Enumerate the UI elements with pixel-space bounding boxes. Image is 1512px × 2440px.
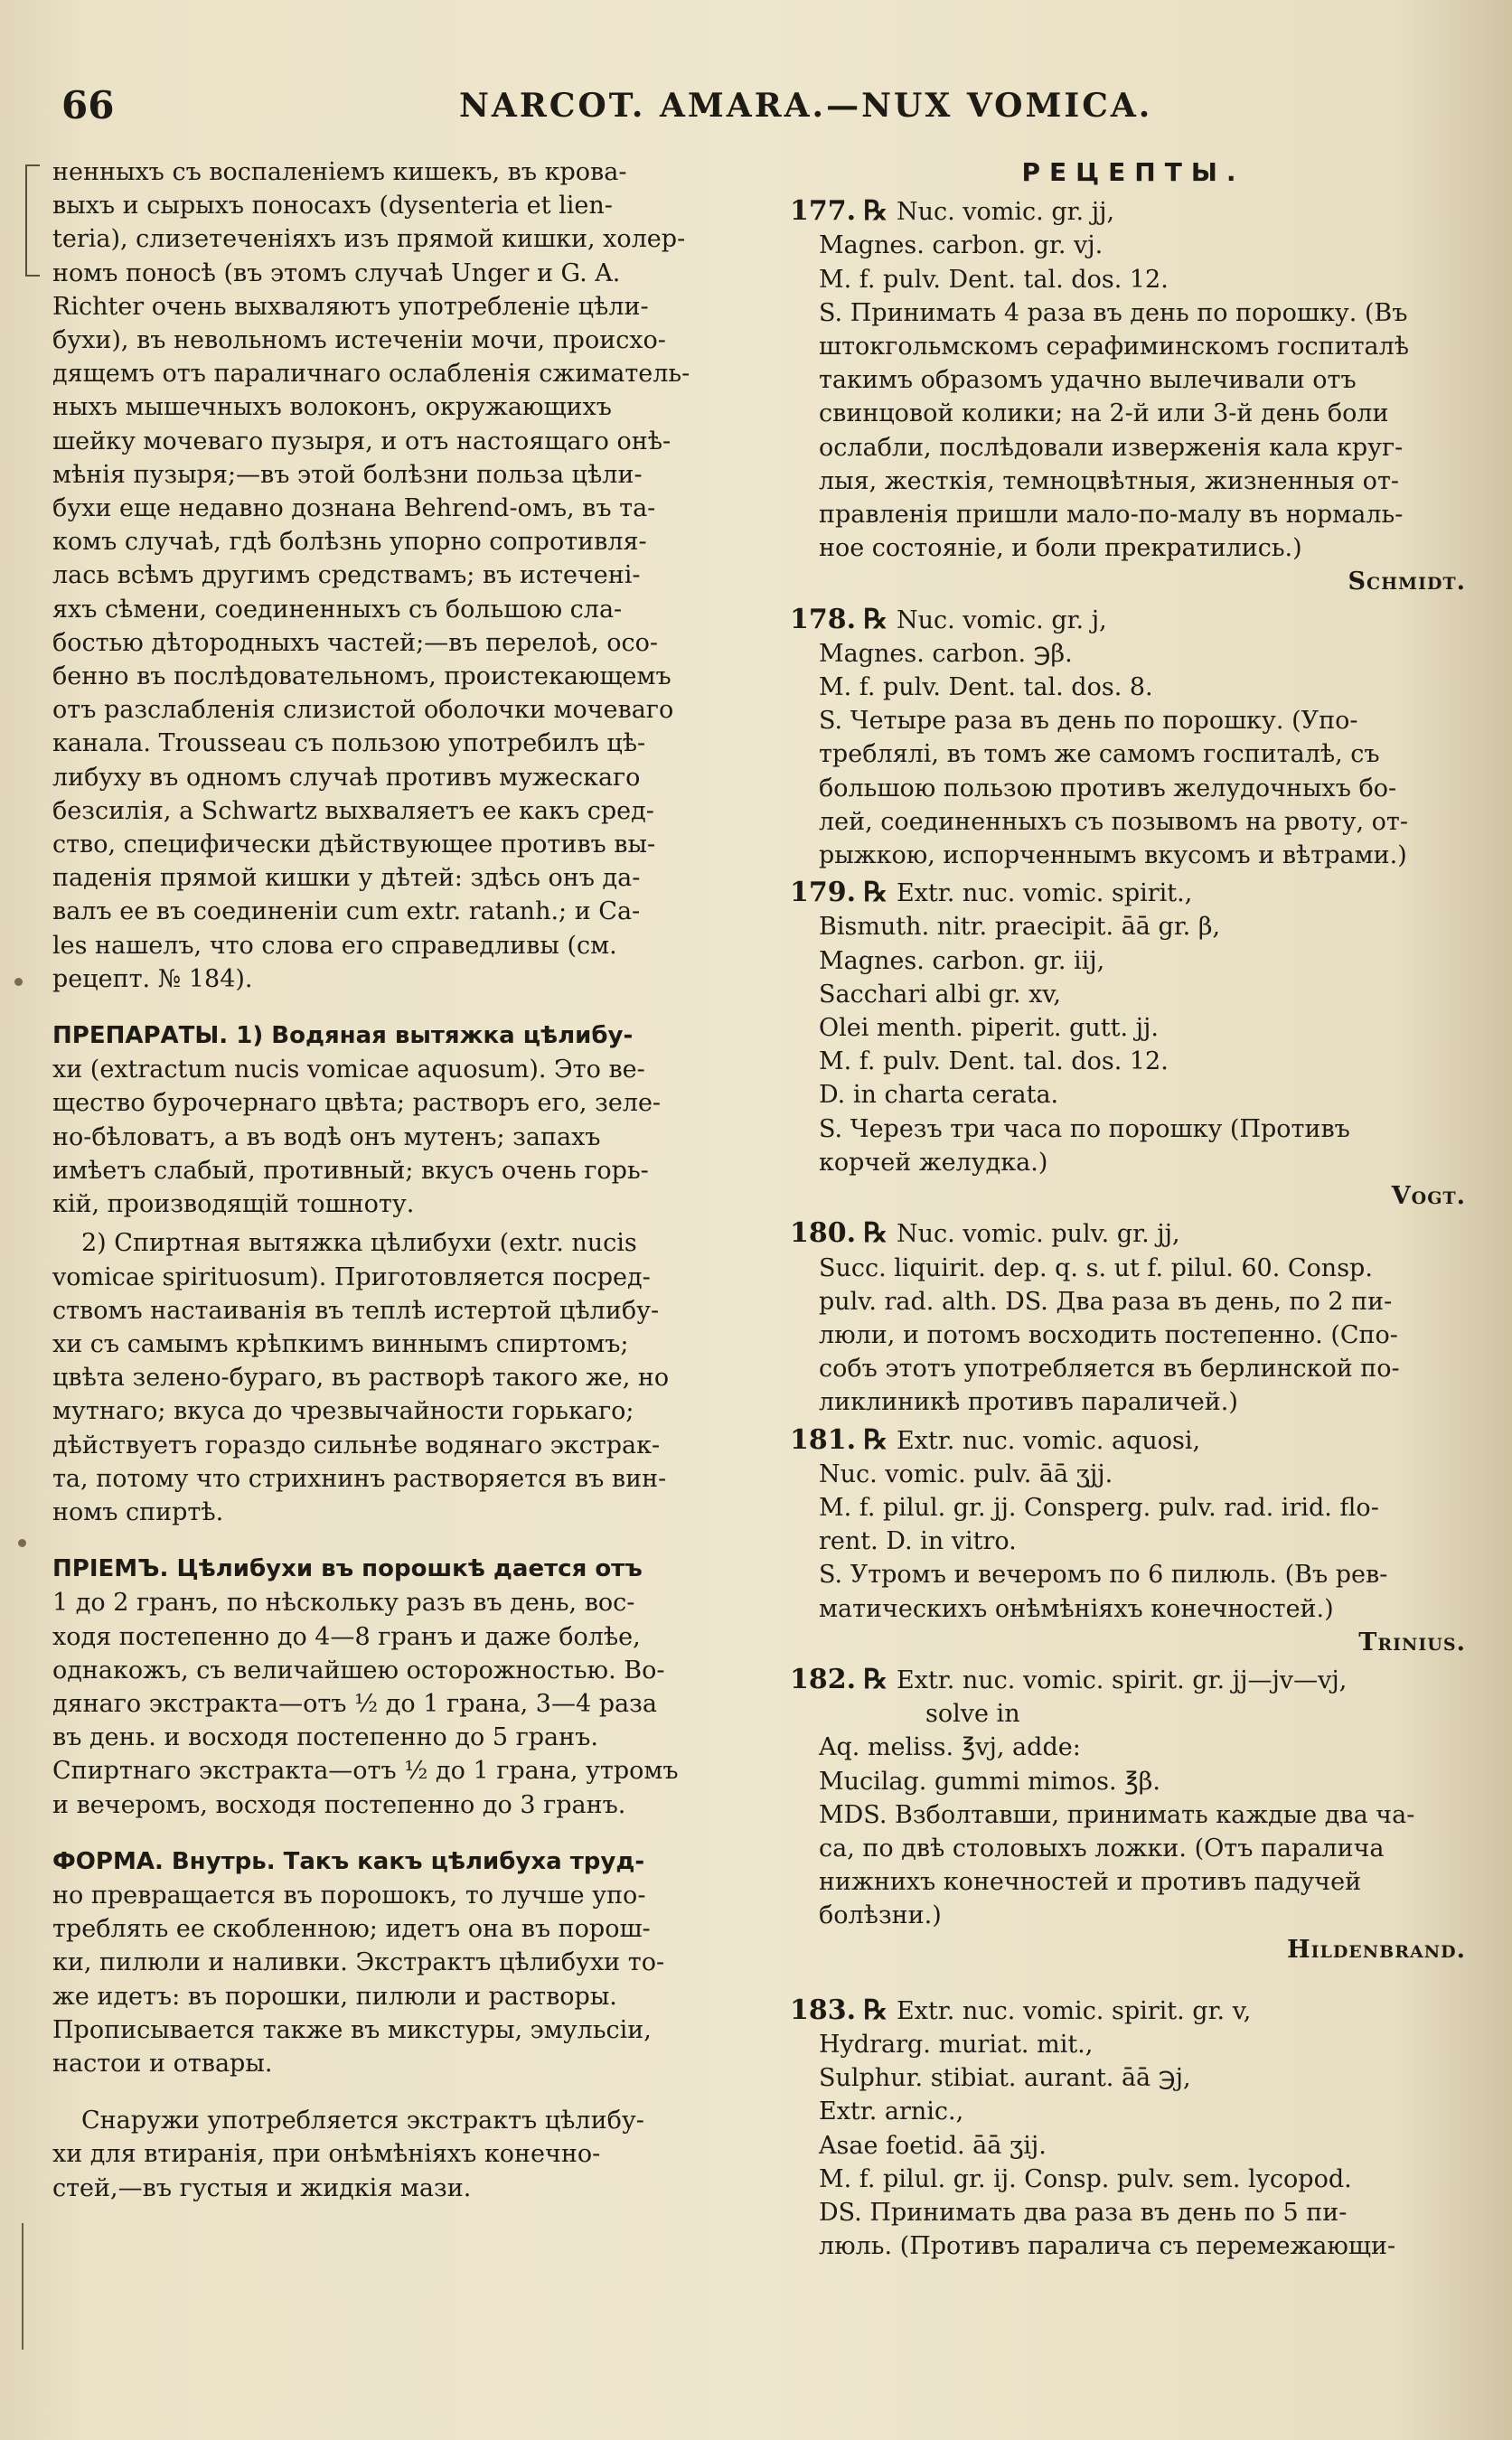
text-line: 1 до 2 гранъ, по нѣскольку разъ въ день, вос- <box>52 1589 635 1618</box>
text-line: Прописывается также въ микстуры, эмульсіи, <box>52 2015 652 2044</box>
text-line: Richter очень выхваляютъ употребленіе цѣли- <box>52 292 649 321</box>
recipe-line: Magnes. carbon. gr. iij, <box>819 946 1105 975</box>
recipe-line: S. Черезъ три часа по порошку (Противъ <box>819 1114 1350 1143</box>
text-line: хи для втиранія, при онѣмѣніяхъ конечно- <box>52 2140 601 2169</box>
recipe-line: M. f. pulv. Dent. tal. dos. 8. <box>819 673 1153 702</box>
rx-symbol-icon: ℞ <box>863 1994 887 2026</box>
text-line: номъ спиртѣ. <box>52 1497 224 1526</box>
recipe-line: Magnes. carbon. gr. vj. <box>819 231 1103 260</box>
recipe-line <box>790 1663 1477 1697</box>
recipe-180 <box>790 1216 1477 1419</box>
text-line: ныхъ мышечныхъ волоконъ, окружающихъ <box>52 393 612 422</box>
recipe-line: собъ этотъ употребляется въ берлинской по- <box>819 1355 1400 1384</box>
text-line: лась всѣмъ другимъ средствамъ; въ истечені- <box>52 561 641 590</box>
recipe-text: Nuc. vomic. pulv. gr. jj, <box>896 1220 1180 1249</box>
recipe-line: матическихъ онѣмѣніяхъ конечностей.) <box>819 1594 1334 1623</box>
recipe-author: Hildenbrand. <box>1287 1935 1466 1964</box>
recipe-183 <box>790 1994 1477 2264</box>
forma-paragraph <box>52 1845 759 2080</box>
text-line: треблять ее скобленною; идетъ она въ порош- <box>52 1915 651 1944</box>
text-line: и вечеромъ, восходя постепенно до 3 гранъ. <box>52 1790 626 1819</box>
text-line: мутнаго; вкуса до чрезвычайности горькаго; <box>52 1397 634 1426</box>
text-line: однакожъ, съ величайшею осторожностью. Во- <box>52 1656 665 1685</box>
recipe-text: Nuc. vomic. gr. jj, <box>896 198 1115 227</box>
recipe-177 <box>790 194 1477 598</box>
intro-paragraph <box>52 155 759 996</box>
recipe-line: ное состояніе, и боли прекратились.) <box>819 534 1302 563</box>
recipe-line: DS. Принимать два раза въ день по 5 пи- <box>819 2198 1348 2227</box>
recipe-line: штокгольмскомъ серафиминскомъ госпиталѣ <box>819 333 1410 361</box>
recipe-line: треблялі, въ томъ же самомъ госпиталѣ, съ <box>819 740 1380 769</box>
recipe-line <box>790 1216 1477 1251</box>
rx-symbol-icon: ℞ <box>863 1663 887 1695</box>
text-line: ПРІЕМЪ. Цѣлибухи въ порошкѣ дается отъ <box>52 1555 643 1583</box>
recipe-line <box>790 1423 1477 1458</box>
recipe-line: M. f. pulv. Dent. tal. dos. 12. <box>819 265 1169 294</box>
recipe-line: правленія пришли мало-по-малу въ нормаль- <box>819 501 1404 530</box>
text-line: ствомъ настаиванія въ теплѣ истертой цѣлибу- <box>52 1296 660 1325</box>
recipe-line: Mucilag. gummi mimos. ℥β. <box>819 1767 1160 1796</box>
rx-symbol-icon: ℞ <box>863 603 887 635</box>
recipe-line: rent. D. in vitro. <box>819 1527 1017 1556</box>
recipe-line: Asae foetid. āā ʒij. <box>819 2131 1047 2160</box>
text-line: шейку мочеваго пузыря, и отъ настоящаго онѣ- <box>52 427 671 455</box>
text-line: настои и отвары. <box>52 2049 273 2078</box>
preparaty2-paragraph <box>52 1226 759 1529</box>
recipe-line: люли, и потомъ восходить постепенно. (Спо- <box>819 1320 1398 1349</box>
recipe-author: Trinius. <box>1358 1628 1466 1656</box>
recipe-line: корчей желудка.) <box>819 1148 1048 1177</box>
right-column <box>790 155 1477 2266</box>
recipe-line: Aq. meliss. ℥vj, adde: <box>819 1733 1081 1762</box>
recipe-line: лыя, жесткія, темноцвѣтныя, жизненныя от- <box>819 466 1400 495</box>
recipe-author: Schmidt. <box>1348 568 1466 596</box>
recipe-line: S. Четыре раза въ день по порошку. (Упо- <box>819 707 1358 736</box>
text-line: бостью дѣтородныхъ частей;—въ перелоѣ, осо- <box>52 628 658 657</box>
text-line: цвѣта зелено-бураго, въ растворѣ такого же, но <box>52 1364 670 1393</box>
recipe-line: нижнихъ конечностей и противъ падучей <box>819 1868 1362 1897</box>
recipe-line: ослабли, послѣдовали изверженія кала круг- <box>819 433 1404 462</box>
text-line: номъ поносѣ (въ этомъ случаѣ Unger и G. A. <box>52 258 621 287</box>
text-line: валъ ее въ соединеніи cum extr. ratanh.; и Ca- <box>52 897 641 926</box>
rx-symbol-icon: ℞ <box>863 877 887 909</box>
text-line: дящемъ отъ параличнаго ослабленія сжиматель- <box>52 360 690 389</box>
text-line: яхъ сѣмени, соединенныхъ съ большою сла- <box>52 595 623 624</box>
running-title: NARCOT. AMARA.—NUX VOMICA. <box>459 87 1153 125</box>
recipe-line <box>790 603 1477 637</box>
recipe-author: Vogt. <box>1391 1182 1466 1211</box>
text-line: ПРЕПАРАТЫ. 1) Водяная вытяжка цѣлибу- <box>52 1022 634 1050</box>
recipe-line: solve in <box>925 1700 1020 1729</box>
text-line: ство, специфически дѣйствующее противъ вы- <box>52 831 656 859</box>
text-line: но превращается въ порошокъ, то лучше упо- <box>52 1881 646 1910</box>
recipe-line: люль. (Противъ паралича съ перемежающи- <box>819 2232 1396 2261</box>
left-column <box>52 155 759 2205</box>
recipe-line: Extr. arnic., <box>819 2097 964 2126</box>
text-line: Снаружи употребляется экстрактъ цѣлибу- <box>81 2107 644 2135</box>
recipe-number: 181. <box>790 1423 857 1456</box>
text-line: но-бѣловатъ, а въ водѣ онъ мутенъ; запахъ <box>52 1122 601 1151</box>
text-line: же идетъ: въ порошки, пилюли и растворы. <box>52 1982 617 2011</box>
recipe-line: болѣзни.) <box>819 1901 942 1930</box>
recipe-line: M. f. pulv. Dent. tal. dos. 12. <box>819 1047 1169 1076</box>
rx-symbol-icon: ℞ <box>863 1423 887 1456</box>
text-line: дѣйствуетъ гораздо сильнѣе водянаго экстрак- <box>52 1431 661 1459</box>
recipe-line: Hydrarg. muriat. mit., <box>819 2030 1094 2059</box>
recipe-line: Olei menth. piperit. gutt. jj. <box>819 1014 1159 1043</box>
recipe-line: ликлиникѣ противъ параличей.) <box>819 1388 1238 1417</box>
text-line: Спиртнаго экстракта—отъ ½ до 1 грана, утромъ <box>52 1757 679 1786</box>
text-line: хи (extractum nucis vomicae aquosum). Это ве- <box>52 1056 645 1084</box>
recipe-line: са, по двѣ столовыхъ ложки. (Отъ паралича <box>819 1834 1385 1863</box>
text-line: отъ разслабленія слизистой оболочки мочеваго <box>52 696 674 725</box>
margin-pencil-line <box>22 2223 23 2350</box>
recipe-text: Extr. nuc. vomic. spirit. gr. jj—jv—vj, <box>896 1666 1348 1694</box>
page-number: 66 <box>61 83 115 127</box>
recipe-181 <box>790 1423 1477 1659</box>
recipe-line: Nuc. vomic. pulv. āā ʒjj. <box>819 1459 1113 1488</box>
text-line: безсилія, а Schwartz выхваляетъ ее какъ сред- <box>52 796 654 825</box>
text-line: имѣетъ слабый, противный; вкусъ очень горь- <box>52 1156 649 1185</box>
recipe-line: Magnes. carbon. ℈β. <box>819 639 1073 668</box>
text-line: хи съ самымъ крѣпкимъ виннымъ спиртомъ; <box>52 1329 629 1358</box>
recipe-line: S. Принимать 4 раза въ день по порошку. (Въ <box>819 298 1408 327</box>
recipe-line: такимъ образомъ удачно вылечивали отъ <box>819 366 1357 395</box>
recipe-line <box>790 194 1477 229</box>
text-line: рецепт. № 184). <box>52 964 253 993</box>
text-line: либуху въ одномъ случаѣ противъ мужескаго <box>52 763 641 792</box>
recipe-line: свинцовой колики; на 2-й или 3-й день боли <box>819 399 1389 428</box>
recipe-line: M. f. pilul. gr. jj. Consperg. pulv. rad. irid. flo- <box>819 1493 1379 1522</box>
recipe-number: 178. <box>790 603 857 635</box>
recipe-text: Nuc. vomic. gr. j, <box>896 605 1107 634</box>
recipe-line: рыжкою, испорченнымъ вкусомъ и вѣтрами.) <box>819 841 1407 870</box>
text-line: ходя постепенно до 4—8 гранъ и даже болѣе, <box>52 1622 641 1651</box>
rx-symbol-icon: ℞ <box>863 195 887 228</box>
preparaty-paragraph <box>52 1019 759 1221</box>
recipe-line: M. f. pilul. gr. ij. Consp. pulv. sem. lycopod. <box>819 2164 1352 2193</box>
recipe-number: 183. <box>790 1994 857 2026</box>
page-header <box>61 83 1449 128</box>
text-line: vomicae spirituosum). Приготовляется посред- <box>52 1262 651 1291</box>
text-line: ФОРМА. Внутрь. Такъ какъ цѣлибуха труд- <box>52 1847 645 1875</box>
recipes-title: РЕЦЕПТЫ. <box>1021 157 1245 187</box>
recipe-179 <box>790 876 1477 1213</box>
recipe-number: 177. <box>790 195 857 228</box>
text-line: паденія прямой кишки у дѣтей: здѣсь онъ да- <box>52 864 641 893</box>
text-line: ненныхъ съ воспаленіемъ кишекъ, въ крова- <box>52 158 627 186</box>
recipe-182 <box>790 1663 1477 1966</box>
recipe-178 <box>790 603 1477 873</box>
recipe-line: Succ. liquirit. dep. q. s. ut f. pilul. 60. Consp. <box>819 1253 1373 1282</box>
snaruzhi-paragraph <box>52 2104 759 2205</box>
recipe-line <box>790 1994 1477 2028</box>
text-line: 2) Спиртная вытяжка цѣлибухи (extr. nucis <box>81 1229 637 1258</box>
recipe-number: 182. <box>790 1663 857 1695</box>
text-line: бухи еще недавно дознана Behrend-омъ, въ та- <box>52 494 656 523</box>
recipe-line: S. Утромъ и вечеромъ по 6 пилюль. (Въ рев- <box>819 1561 1388 1590</box>
recipe-line: MDS. Взболтавши, принимать каждые два ча- <box>819 1800 1415 1829</box>
text-line: выхъ и сырыхъ поносахъ (dysenteria et lien- <box>52 192 613 221</box>
text-line: та, потому что стрихнинъ растворяется въ вин- <box>52 1464 667 1493</box>
recipe-line <box>790 876 1477 910</box>
text-line: teria), слизетеченіяхъ изъ прямой кишки, холер- <box>52 225 686 254</box>
recipe-line: pulv. rad. alth. DS. Два раза въ день, по 2 пи- <box>819 1287 1393 1316</box>
margin-bracket-mark <box>25 164 40 277</box>
recipe-line: Sacchari albi gr. xv, <box>819 980 1061 1009</box>
text-line: бухи), въ невольномъ истеченіи мочи, происхо- <box>52 326 666 355</box>
recipe-number: 179. <box>790 877 857 909</box>
recipe-text: Extr. nuc. vomic. spirit., <box>896 879 1193 908</box>
text-line: les нашелъ, что слова его справедливы (см. <box>52 931 617 960</box>
recipe-line: лей, соединенныхъ съ позывомъ на рвоту, от- <box>819 807 1408 836</box>
recipes-list <box>790 194 1477 2263</box>
text-line: кій, производящій тошноту. <box>52 1190 415 1219</box>
text-line: стей,—въ густыя и жидкія мази. <box>52 2173 472 2202</box>
priem-paragraph <box>52 1553 759 1822</box>
text-line: дянаго экстракта—отъ ½ до 1 грана, 3—4 раза <box>52 1689 657 1718</box>
recipe-line: большою пользою противъ желудочныхъ бо- <box>819 774 1397 802</box>
rx-symbol-icon: ℞ <box>863 1217 887 1250</box>
recipe-number: 180. <box>790 1217 857 1250</box>
text-line: щество бурочернаго цвѣта; растворъ его, зеле- <box>52 1089 662 1118</box>
text-line: мѣнія пузыря;—въ этой болѣзни польза цѣли- <box>52 460 643 489</box>
recipe-line: Bismuth. nitr. praecipit. āā gr. β, <box>819 913 1221 942</box>
text-line: ки, пилюли и наливки. Экстрактъ цѣлибухи то- <box>52 1948 665 1977</box>
recipe-line: Sulphur. stibiat. aurant. āā ℈j, <box>819 2064 1191 2093</box>
margin-dot-mark <box>18 1539 26 1547</box>
text-line: комъ случаѣ, гдѣ болѣзнь упорно сопротивля- <box>52 528 647 557</box>
text-line: въ день. и восходя постепенно до 5 гранъ. <box>52 1723 598 1752</box>
recipe-line: D. in charta cerata. <box>819 1081 1059 1110</box>
recipe-text: Extr. nuc. vomic. spirit. gr. v, <box>896 1996 1252 2025</box>
margin-dot-mark <box>14 978 23 986</box>
recipe-text: Extr. nuc. vomic. aquosi, <box>896 1426 1201 1455</box>
text-line: бенно въ послѣдовательномъ, проистекающемъ <box>52 662 671 691</box>
text-line: канала. Trousseau съ пользою употребилъ цѣ- <box>52 729 646 758</box>
